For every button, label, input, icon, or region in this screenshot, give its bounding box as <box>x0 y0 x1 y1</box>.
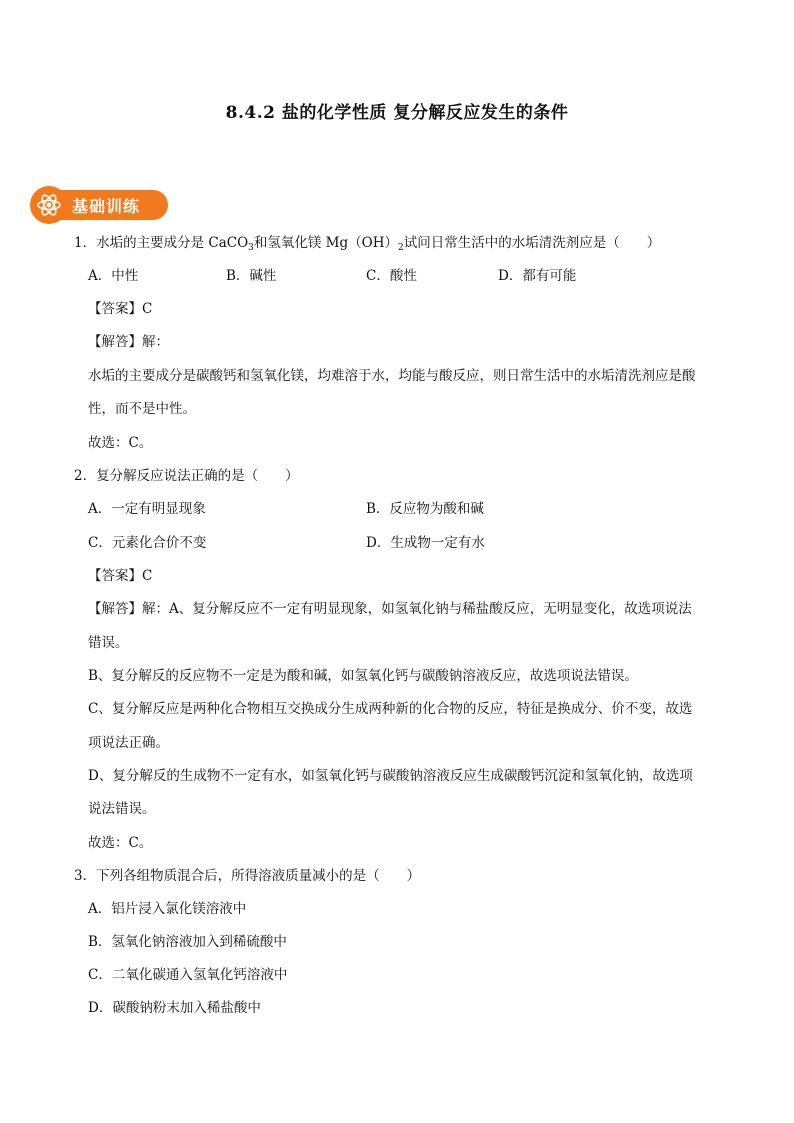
q2-answer: 【答案】C <box>88 568 153 584</box>
q1-analysis-label: 【解答】解： <box>88 334 169 350</box>
q1-stem-part: 1．水垢的主要成分是 CaCO <box>74 235 249 251</box>
q2-analysis-line: 错误。 <box>88 635 129 651</box>
q2-option-a: A．一定有明显现象 <box>88 501 206 517</box>
q1-option-a: A．中性 <box>88 268 139 284</box>
q3-option-c: C．二氧化碳通入氢氧化钙溶液中 <box>88 967 288 983</box>
section-label: 基础训练 <box>72 197 141 216</box>
q1-subscript: 2 <box>398 243 404 253</box>
q1-option-d: D．都有可能 <box>498 268 577 284</box>
q1-option-c: C．酸性 <box>366 268 417 284</box>
q2-option-d: D．生成物一定有水 <box>366 535 485 551</box>
q2-option-b: B．反应物为酸和碱 <box>366 501 484 517</box>
section-badge <box>30 186 170 224</box>
question-2-stem: 2．复分解反应说法正确的是（ ） <box>74 468 299 484</box>
q3-option-b: B．氢氧化钠溶液加入到稀硫酸中 <box>88 934 287 950</box>
q1-answer: 【答案】C <box>88 301 153 317</box>
atom-icon <box>35 191 63 219</box>
question-3-stem: 3．下列各组物质混合后，所得溶液质量减小的是（ ） <box>74 868 421 884</box>
q3-option-a: A．铝片浸入氯化镁溶液中 <box>88 901 247 917</box>
q3-option-d: D．碳酸钠粉末加入稀盐酸中 <box>88 1000 261 1016</box>
q1-subscript: 3 <box>248 243 254 253</box>
q1-option-b: B．碱性 <box>226 268 277 284</box>
page-title: 8.4.2 盐的化学性质 复分解反应发生的条件 <box>225 103 569 123</box>
q1-stem-part: 和氢氧化镁 Mg（OH） <box>253 235 398 251</box>
q2-analysis-line: C、复分解反应是两种化合物相互交换成分生成两种新的化合物的反应，特征是换成分、价不变，故选 <box>88 701 693 717</box>
question-1-stem <box>74 233 660 258</box>
q2-conclusion: 故选：C。 <box>88 835 153 851</box>
q2-analysis-line: B、复分解反的反应物不一定是为酸和碱，如氢氧化钙与碳酸钠溶液反应，故选项说法错误。 <box>88 668 638 684</box>
q1-analysis-line: 性，而不是中性。 <box>88 401 196 417</box>
q1-analysis-line: 水垢的主要成分是碳酸钙和氢氧化镁，均难溶于水，均能与酸反应，则日常生活中的水垢清洗剂应是酸 <box>88 368 696 384</box>
q2-analysis-line: 说法错误。 <box>88 801 156 817</box>
q2-analysis-line: 项说法正确。 <box>88 735 169 751</box>
q2-analysis-line: 【解答】解：A、复分解反应不一定有明显现象，如氢氧化钠与稀盐酸反应，无明显变化，故选项说法 <box>88 601 692 617</box>
q1-conclusion: 故选：C。 <box>88 435 153 451</box>
q1-stem-part: 试问日常生活中的水垢清洗剂应是（ ） <box>403 235 661 251</box>
q2-option-c: C．元素化合价不变 <box>88 535 207 551</box>
q2-analysis-line: D、复分解反的生成物不一定有水，如氢氧化钙与碳酸钠溶液反应生成碳酸钙沉淀和氢氧化钠，故选项 <box>88 768 693 784</box>
